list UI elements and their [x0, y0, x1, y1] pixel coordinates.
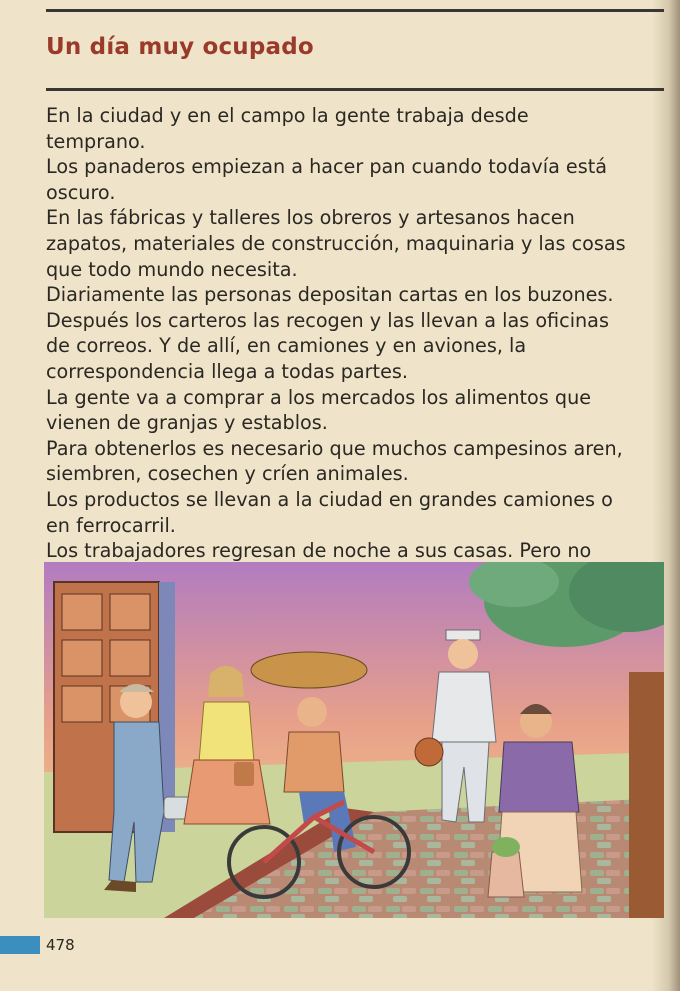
title-rule	[46, 88, 664, 91]
paragraph: La gente va a comprar a los mercados los alimentos que vienen de granjas y establos.	[46, 385, 592, 435]
paragraph: Los productos se llevan a la ciudad en grandes camiones o en ferrocarril.	[46, 487, 613, 537]
paragraph: En las fábricas y talleres los obreros y artesanos hacen zapatos, materiales de construcción, maquinaria y las cosas que todo mundo necesita.	[46, 206, 626, 281]
paragraph: En la ciudad y en el campo la gente trabaja desde temprano.	[46, 104, 529, 153]
illustration-svg	[44, 562, 664, 918]
body-text	[46, 103, 666, 564]
page-tab-marker	[0, 936, 40, 954]
street-scene-illustration	[44, 562, 664, 918]
page-title: Un día muy ocupado	[46, 34, 314, 60]
page-number: 478	[46, 936, 75, 954]
paragraph: Los panaderos empiezan a hacer pan cuando todavía está oscuro.	[46, 155, 608, 204]
top-rule	[46, 9, 664, 12]
paragraph: Los trabajadores regresan de noche a sus casas. Pero no	[46, 539, 592, 563]
paragraph: Para obtenerlos es necesario que muchos campesinos aren, siembren, cosechen y críen animales.	[46, 436, 623, 486]
paragraph: Diariamente las personas depositan cartas en los buzones. Después los carteros las recogen y las llevan a las oficinas de correos. Y de allí, en camiones y en aviones, la correspondencia llega a todas partes.	[46, 283, 614, 383]
